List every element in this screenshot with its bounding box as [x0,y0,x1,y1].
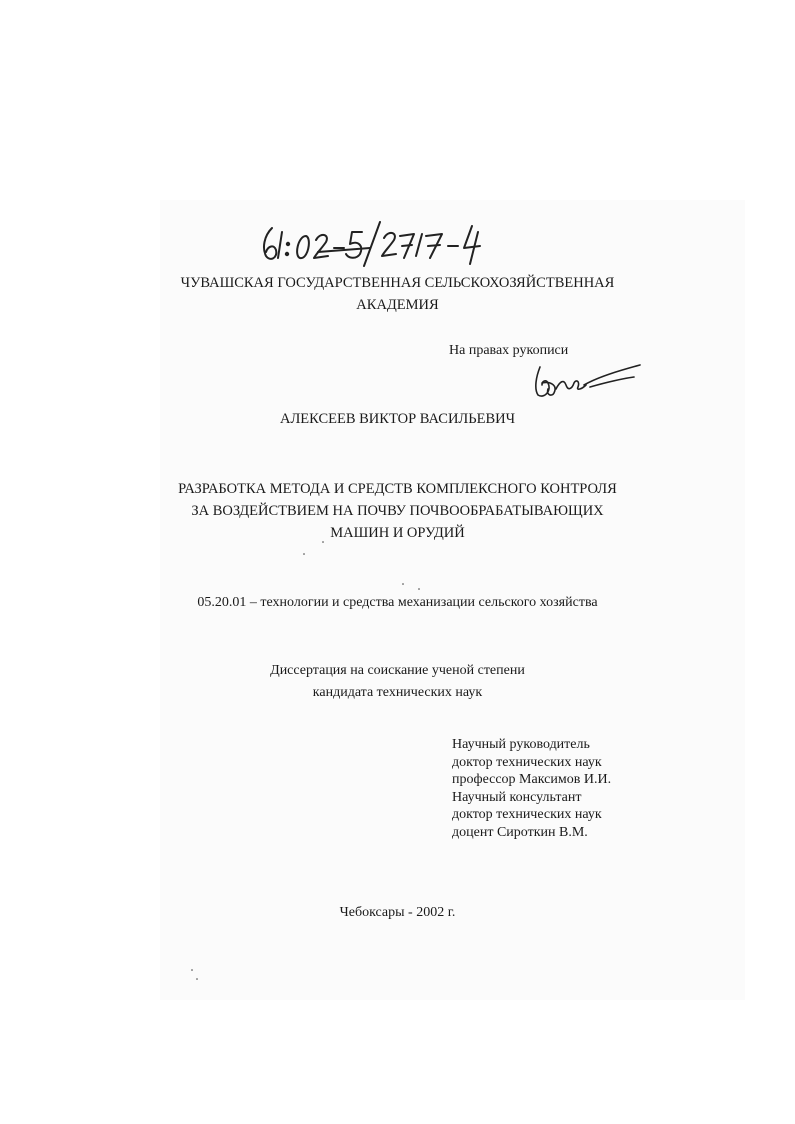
manuscript-rights-label: На правах рукописи [449,343,569,358]
city-year: Чебоксары - 2002 г. [339,905,456,920]
supervisor-line: Научный руководитель [452,737,590,752]
supervisor-line: Научный консультант [452,789,582,805]
supervisor-line: доктор технических наук [452,754,602,770]
title-line-3: МАШИН И ОРУДИЙ [330,525,465,541]
title-line-2: ЗА ВОЗДЕЙСТВИЕМ НА ПОЧВУ ПОЧВООБРАБАТЫВАЮЩИХ [191,503,604,519]
scan-speck [196,978,198,980]
supervisor-line: профессор Максимов И.И. [452,772,612,787]
author-signature [528,355,643,400]
scan-speck [402,583,404,585]
handwritten-archive-code [258,218,488,268]
supervisor-line: доктор технических наук [452,807,602,822]
title-line-1: РАЗРАБОТКА МЕТОДА И СРЕДСТВ КОМПЛЕКСНОГО КОНТРОЛЯ [178,481,617,497]
supervisors-block [452,736,611,841]
institution-line-2: АКАДЕМИЯ [356,297,439,313]
degree-line-1: Диссертация на соискание ученой степени [270,663,525,678]
specialty-code: 05.20.01 – технологии и средства механизации сельского хозяйства [197,595,598,610]
scan-speck [303,553,305,555]
supervisor-line: доцент Сироткин В.М. [452,824,588,840]
scan-speck [418,588,420,590]
degree-line-2: кандидата технических наук [312,685,483,700]
scan-speck [191,969,193,971]
scan-speck [322,541,324,543]
institution-line-1: ЧУВАШСКАЯ ГОСУДАРСТВЕННАЯ СЕЛЬСКОХОЗЯЙСТВЕННАЯ [180,275,615,291]
author-name: АЛЕКСЕЕВ ВИКТОР ВАСИЛЬЕВИЧ [279,411,516,427]
